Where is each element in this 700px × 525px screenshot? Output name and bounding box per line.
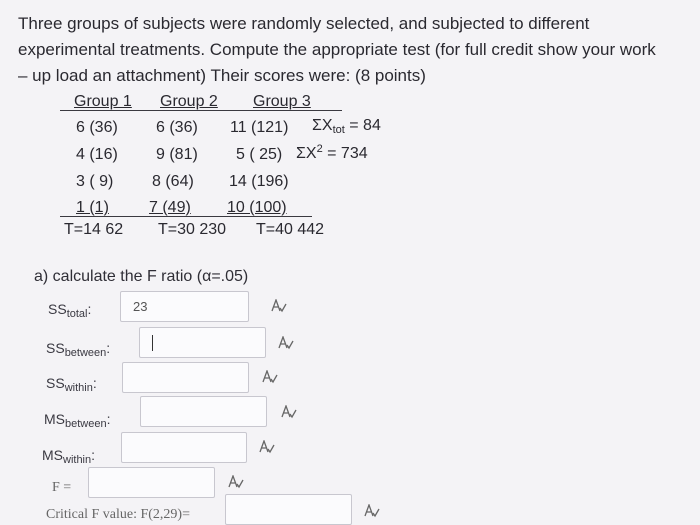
total-group-1: T=14 62 (64, 221, 124, 238)
ss-total-input[interactable]: 23 (120, 291, 249, 322)
spellcheck-icon[interactable] (271, 299, 287, 313)
header-group-2: Group 2 (160, 93, 218, 110)
spellcheck-icon[interactable] (259, 440, 275, 454)
cell-r3-c1: 3 ( 9) (76, 173, 114, 190)
critical-f-label: Critical F value: F(2,29)= (46, 507, 190, 522)
header-group-1: Group 1 (74, 93, 132, 110)
f-ratio-input[interactable] (88, 467, 215, 498)
cell-r2-c2: 9 (81) (156, 146, 198, 163)
spellcheck-icon[interactable] (262, 370, 278, 384)
spellcheck-icon[interactable] (364, 504, 380, 518)
ss-between-label: $SS_{between}$: (46, 340, 111, 359)
ss-within-input[interactable] (122, 362, 249, 393)
critical-f-input[interactable] (225, 494, 352, 525)
spellcheck-icon[interactable] (278, 336, 294, 350)
cell-r2-c3: 5 ( 25) (236, 146, 283, 163)
cell-r3-c3: 14 (196) (229, 173, 289, 190)
cell-r4-c3: 10 (100) (227, 199, 287, 216)
cell-r4-c2: 7 (49) (149, 199, 191, 216)
part-a-heading: a) calculate the F ratio (α=.05) (34, 268, 249, 285)
ms-between-label: $MS_{between}$: (44, 411, 111, 430)
sum-x-squared: $\Sigma X^2 = 734$ (296, 143, 368, 162)
cell-r4-c1: 1 (1) (76, 199, 109, 216)
question-line-1: Three groups of subjects were randomly selected, and subjected to different (18, 14, 590, 33)
total-group-2: T=30 230 (158, 221, 227, 238)
cell-r1-c3: 11 (121) (230, 119, 289, 136)
cell-r3-c2: 8 (64) (152, 173, 194, 190)
header-group-3: Group 3 (253, 93, 311, 110)
ms-between-input[interactable] (140, 396, 267, 427)
cell-r1-c1: 6 (36) (76, 119, 118, 136)
ms-within-input[interactable] (121, 432, 247, 463)
ss-total-label: $SS_{total}$: (48, 301, 92, 320)
total-group-3: T=40 442 (256, 221, 325, 238)
spellcheck-icon[interactable] (281, 405, 297, 419)
ss-between-input[interactable] (139, 327, 266, 358)
sum-x-total: $\Sigma X_{tot} = 84$ (312, 117, 381, 136)
question-line-3: – up load an attachment) Their scores were: (8 points) (18, 66, 426, 85)
text-caret (152, 335, 153, 351)
f-ratio-label: F = (52, 480, 72, 495)
cell-r1-c2: 6 (36) (156, 119, 198, 136)
cell-r2-c1: 4 (16) (76, 146, 118, 163)
spellcheck-icon[interactable] (228, 475, 244, 489)
ss-within-label: $SS_{within}$: (46, 375, 97, 394)
ms-within-label: $MS_{within}$: (42, 447, 96, 466)
question-line-2: experimental treatments. Compute the appropriate test (for full credit show your work (18, 40, 656, 59)
